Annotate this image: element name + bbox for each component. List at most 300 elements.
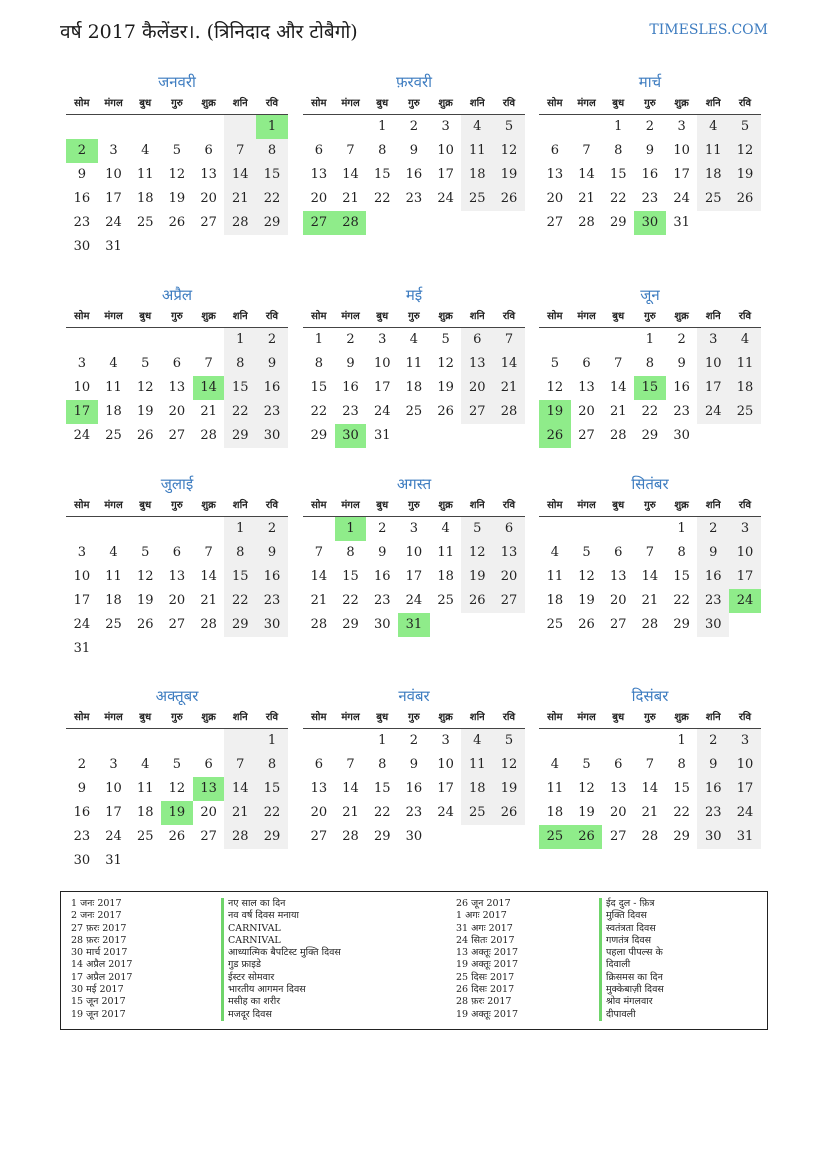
weekday-header — [66, 307, 288, 328]
day-cell: 23 — [697, 801, 729, 825]
month-calendar — [303, 472, 525, 637]
empty-day-cell — [303, 115, 335, 139]
weekday-label: शनि — [469, 98, 485, 109]
day-grid — [66, 328, 288, 448]
day-cell: 9 — [346, 356, 355, 371]
month-name: मार्च — [638, 73, 662, 91]
month-calendar — [66, 684, 288, 873]
day-cell: 14 — [342, 167, 359, 182]
day-cell: 25 — [437, 593, 454, 608]
day-cell: 5 — [141, 356, 150, 371]
day-cell: 2 — [256, 517, 288, 541]
day-cell: 3 — [697, 328, 729, 352]
month-name: दिसंबर — [631, 687, 669, 705]
day-cell: 17 — [697, 376, 729, 400]
day-cell: 18 — [136, 191, 154, 206]
day-cell: 23 — [641, 191, 659, 206]
day-cell: 1 — [224, 517, 256, 541]
day-cell: 26 — [136, 428, 154, 443]
day-grid — [66, 517, 288, 661]
day-cell: 12 — [493, 139, 525, 163]
month-calendar — [539, 472, 761, 637]
day-cell: 14 — [224, 163, 256, 187]
day-cell: 12 — [136, 569, 154, 584]
weekday-label: गुरु — [171, 712, 183, 723]
weekday-label: मंगल — [341, 98, 360, 109]
weekday-label: गुरु — [644, 500, 656, 511]
weekday-header — [303, 94, 525, 115]
day-cell: 28 — [342, 829, 359, 844]
day-cell: 25 — [136, 829, 154, 844]
day-cell: 15 — [256, 777, 288, 801]
day-cell: 20 — [310, 191, 328, 206]
day-cell: 23 — [697, 589, 729, 613]
day-cell: 19 — [578, 805, 595, 820]
day-cell: 9 — [697, 753, 729, 777]
holiday-name: मसीह का शरीर — [221, 996, 341, 1008]
empty-day-cell — [129, 328, 161, 352]
page-title: वर्ष 2017 कैलेंडर।. (त्रिनिदाद और टोबैगो) — [60, 21, 358, 43]
day-cell: 17 — [73, 593, 91, 608]
day-cell: 7 — [204, 545, 213, 560]
weekday-label: बुध — [376, 98, 389, 109]
day-cell: 12 — [168, 781, 186, 796]
holiday-date: 17 अप्रैल 2017 — [71, 971, 133, 983]
weekday-label: बुध — [612, 500, 625, 511]
day-cell: 22 — [609, 191, 627, 206]
day-cell: 15 — [373, 167, 391, 182]
day-cell: 28 — [200, 428, 217, 443]
month-name: मई — [405, 286, 423, 304]
weekday-label: रवि — [265, 311, 279, 322]
day-cell: 13 — [310, 167, 328, 182]
day-cell: 29 — [373, 829, 391, 844]
day-cell: 19 — [168, 191, 186, 206]
weekday-label: सोम — [311, 98, 327, 109]
holiday-date: 2 जनः 2017 — [71, 910, 122, 922]
weekday-label: बुध — [139, 500, 152, 511]
weekday-label: सोम — [74, 311, 90, 322]
day-cell: 7 — [204, 356, 213, 371]
weekday-label: शनि — [469, 500, 485, 511]
day-cell: 22 — [256, 187, 288, 211]
day-cell: 15 — [342, 569, 359, 584]
weekday-header — [66, 94, 288, 115]
day-cell: 10 — [73, 569, 91, 584]
weekday-label: सोम — [311, 500, 327, 511]
day-cell: 10 — [73, 380, 91, 395]
day-cell: 5 — [729, 115, 761, 139]
day-cell: 29 — [641, 428, 659, 443]
weekday-label: गुरु — [171, 500, 183, 511]
holiday-date: 14 अप्रैल 2017 — [71, 959, 133, 971]
day-cell: 29 — [256, 211, 288, 235]
holiday-date: 26 जून 2017 — [456, 898, 511, 909]
empty-day-cell — [224, 115, 256, 139]
day-cell: 22 — [256, 801, 288, 825]
weekday-label: शुक्र — [201, 311, 216, 322]
weekday-label: शनि — [705, 98, 721, 109]
day-cell: 17 — [729, 565, 761, 589]
day-cell: 20 — [168, 404, 186, 419]
weekday-label: बुध — [612, 311, 625, 322]
day-cell: 11 — [729, 352, 761, 376]
day-cell: 11 — [697, 139, 729, 163]
day-cell: 9 — [77, 781, 86, 796]
day-cell: 24 — [673, 191, 690, 206]
holiday-name: नए साल का दिन — [221, 898, 341, 910]
day-cell: 16 — [673, 380, 690, 395]
day-cell: 21 — [493, 376, 525, 400]
day-cell: 11 — [461, 753, 493, 777]
day-cell: 28 — [578, 215, 595, 230]
day-cell: 3 — [729, 729, 761, 753]
day-cell: 31 — [398, 613, 430, 637]
day-cell: 13 — [461, 352, 493, 376]
day-cell: 14 — [578, 167, 595, 182]
day-cell: 8 — [378, 143, 387, 158]
day-cell: 24 — [105, 215, 122, 230]
month-name: जनवरी — [158, 73, 196, 91]
holiday-name: दीपावली — [599, 1009, 664, 1021]
day-cell: 31 — [373, 428, 391, 443]
weekday-header — [539, 94, 761, 115]
weekday-label: रवि — [502, 311, 516, 322]
day-cell: 19 — [136, 404, 154, 419]
weekday-header — [303, 708, 525, 729]
holiday-names-right — [599, 898, 664, 1021]
holiday-name: श्रोव मंगलवार — [599, 996, 664, 1008]
weekday-label: शुक्र — [438, 500, 453, 511]
weekday-label: मंगल — [341, 500, 360, 511]
day-cell: 19 — [578, 593, 595, 608]
day-cell: 10 — [437, 143, 454, 158]
weekday-label: शनि — [705, 712, 721, 723]
empty-day-cell — [602, 729, 634, 753]
month-name: जून — [640, 286, 660, 304]
day-cell: 5 — [461, 517, 493, 541]
weekday-label: बुध — [139, 311, 152, 322]
empty-day-cell — [571, 517, 603, 541]
empty-day-cell — [98, 115, 130, 139]
day-cell: 20 — [461, 376, 493, 400]
day-cell: 23 — [405, 191, 423, 206]
weekday-label: मंगल — [577, 712, 596, 723]
day-cell: 30 — [73, 853, 91, 868]
weekday-label: शनि — [705, 500, 721, 511]
day-cell: 4 — [109, 545, 118, 560]
day-cell: 13 — [168, 569, 186, 584]
site-link[interactable]: TIMESLES.COM — [649, 22, 768, 38]
day-cell: 26 — [578, 617, 595, 632]
day-cell: 28 — [641, 829, 659, 844]
day-cell: 6 — [172, 356, 182, 371]
weekday-header — [539, 496, 761, 517]
day-cell: 5 — [172, 757, 182, 772]
day-cell: 17 — [105, 191, 122, 206]
day-cell: 4 — [461, 115, 493, 139]
day-cell: 16 — [73, 805, 91, 820]
day-cell: 27 — [200, 829, 217, 844]
day-cell: 29 — [224, 424, 256, 448]
day-cell: 1 — [256, 115, 288, 139]
day-cell: 5 — [141, 545, 150, 560]
day-cell: 21 — [310, 593, 328, 608]
weekday-label: रवि — [265, 500, 279, 511]
day-cell: 19 — [493, 163, 525, 187]
day-cell: 19 — [161, 801, 193, 825]
day-cell: 27 — [168, 617, 186, 632]
day-cell: 25 — [105, 617, 122, 632]
day-cell: 27 — [168, 428, 186, 443]
day-cell: 28 — [641, 617, 659, 632]
day-cell: 18 — [461, 163, 493, 187]
weekday-label: रवि — [265, 98, 279, 109]
holiday-dates-right — [456, 898, 518, 1021]
day-cell: 3 — [77, 356, 86, 371]
day-cell: 26 — [493, 801, 525, 825]
day-cell: 1 — [677, 521, 686, 536]
weekday-label: रवि — [738, 98, 752, 109]
day-cell: 26 — [729, 187, 761, 211]
day-cell: 14 — [493, 352, 525, 376]
day-cell: 27 — [493, 589, 525, 613]
day-cell: 8 — [677, 545, 686, 560]
day-cell: 18 — [105, 593, 122, 608]
day-cell: 24 — [373, 404, 391, 419]
day-cell: 15 — [673, 569, 690, 584]
empty-day-cell — [98, 328, 130, 352]
day-cell: 2 — [66, 139, 98, 163]
day-cell: 10 — [373, 356, 391, 371]
day-cell: 30 — [405, 829, 423, 844]
day-cell: 23 — [256, 589, 288, 613]
day-cell: 14 — [310, 569, 328, 584]
day-cell: 12 — [546, 380, 564, 395]
day-cell: 2 — [697, 729, 729, 753]
day-cell: 25 — [461, 801, 493, 825]
day-cell: 18 — [729, 376, 761, 400]
month-name: अगस्त — [396, 475, 432, 493]
day-cell: 3 — [77, 545, 86, 560]
month-name: फ़रवरी — [395, 73, 433, 91]
day-cell: 3 — [409, 521, 419, 536]
day-cell: 9 — [378, 545, 387, 560]
weekday-label: सोम — [311, 311, 327, 322]
day-cell: 3 — [109, 143, 118, 158]
month-calendar — [539, 283, 761, 448]
day-cell: 6 — [314, 757, 323, 772]
day-cell: 11 — [461, 139, 493, 163]
day-cell: 25 — [461, 187, 493, 211]
empty-day-cell — [539, 729, 571, 753]
holiday-date: 24 सितः 2017 — [456, 934, 515, 946]
weekday-label: मंगल — [577, 311, 596, 322]
day-cell: 21 — [641, 593, 659, 608]
day-cell: 28 — [224, 211, 256, 235]
day-cell: 22 — [673, 593, 690, 608]
day-cell: 21 — [342, 191, 359, 206]
holiday-name: मुक्ति दिवस — [599, 910, 664, 922]
weekday-label: सोम — [547, 712, 563, 723]
empty-day-cell — [66, 115, 98, 139]
day-cell: 21 — [224, 187, 256, 211]
weekday-label: शनि — [232, 712, 248, 723]
day-cell: 30 — [73, 239, 91, 254]
holiday-name: पहला पीपल्स के — [599, 947, 664, 959]
weekday-label: सोम — [547, 311, 563, 322]
day-cell: 27 — [303, 211, 335, 235]
day-cell: 10 — [437, 757, 454, 772]
holiday-date: 15 जून 2017 — [71, 996, 126, 1008]
day-cell: 27 — [578, 428, 595, 443]
day-cell: 21 — [224, 801, 256, 825]
month-calendar — [303, 283, 525, 448]
weekday-label: शुक्र — [674, 712, 689, 723]
day-cell: 4 — [141, 757, 150, 772]
month-calendar — [303, 70, 525, 235]
holiday-name: ईद दुल - फ़ित्र — [599, 898, 664, 910]
day-cell: 26 — [493, 187, 525, 211]
day-cell: 30 — [335, 424, 367, 448]
day-cell: 7 — [314, 545, 323, 560]
weekday-label: गुरु — [408, 712, 420, 723]
weekday-label: सोम — [547, 98, 563, 109]
day-cell: 21 — [200, 404, 217, 419]
day-cell: 3 — [677, 119, 686, 134]
day-cell: 12 — [168, 167, 186, 182]
weekday-label: मंगल — [341, 712, 360, 723]
day-cell: 8 — [314, 356, 323, 371]
day-cell: 16 — [641, 167, 659, 182]
empty-day-cell — [539, 517, 571, 541]
day-cell: 9 — [677, 356, 686, 371]
empty-day-cell — [303, 729, 335, 753]
day-cell: 15 — [256, 163, 288, 187]
day-cell: 18 — [546, 805, 564, 820]
day-cell: 17 — [437, 781, 454, 796]
day-cell: 3 — [109, 757, 118, 772]
month-calendar — [303, 684, 525, 849]
day-cell: 2 — [378, 521, 387, 536]
day-cell: 2 — [77, 757, 86, 772]
holiday-name: CARNIVAL — [221, 935, 341, 947]
day-cell: 26 — [461, 589, 493, 613]
day-cell: 19 — [493, 777, 525, 801]
empty-day-cell — [303, 517, 335, 541]
day-cell: 15 — [673, 781, 690, 796]
day-grid — [303, 729, 525, 849]
day-cell: 23 — [342, 404, 359, 419]
day-cell: 25 — [697, 187, 729, 211]
day-cell: 19 — [437, 380, 454, 395]
weekday-label: शुक्र — [201, 712, 216, 723]
weekday-label: शुक्र — [201, 98, 216, 109]
empty-day-cell — [224, 729, 256, 753]
day-cell: 10 — [673, 143, 690, 158]
day-cell: 1 — [256, 729, 288, 753]
month-name: अक्तूबर — [155, 687, 199, 705]
weekday-label: गुरु — [171, 98, 183, 109]
weekday-header — [66, 708, 288, 729]
day-cell: 13 — [578, 380, 595, 395]
weekday-label: सोम — [74, 98, 90, 109]
empty-day-cell — [161, 517, 193, 541]
day-cell: 22 — [641, 404, 659, 419]
weekday-label: शनि — [232, 311, 248, 322]
day-cell: 14 — [200, 569, 217, 584]
day-cell: 6 — [582, 356, 591, 371]
day-cell: 19 — [729, 163, 761, 187]
day-cell: 31 — [729, 825, 761, 849]
holiday-date: 1 अगः 2017 — [456, 910, 507, 922]
holiday-date: 28 फ़रः 2017 — [71, 934, 127, 946]
day-cell: 8 — [677, 757, 686, 772]
month-name: अप्रैल — [161, 286, 193, 304]
day-grid — [539, 729, 761, 849]
holiday-date: 28 फ़रः 2017 — [456, 996, 512, 1008]
day-cell: 17 — [437, 167, 454, 182]
day-cell: 4 — [409, 332, 419, 347]
weekday-label: मंगल — [104, 98, 123, 109]
day-cell: 1 — [335, 517, 367, 541]
empty-day-cell — [539, 328, 571, 352]
empty-day-cell — [129, 115, 161, 139]
day-cell: 5 — [172, 143, 182, 158]
day-cell: 21 — [200, 593, 217, 608]
empty-day-cell — [335, 115, 367, 139]
day-cell: 5 — [582, 545, 591, 560]
day-cell: 16 — [342, 380, 359, 395]
day-cell: 30 — [697, 613, 729, 637]
holiday-name: स्वतंत्रता दिवस — [599, 923, 664, 935]
day-cell: 29 — [310, 428, 328, 443]
day-cell: 11 — [546, 569, 564, 584]
weekday-label: मंगल — [341, 311, 360, 322]
holiday-date: 1 जनः 2017 — [71, 898, 122, 909]
day-cell: 18 — [697, 163, 729, 187]
weekday-label: रवि — [738, 311, 752, 322]
weekday-label: बुध — [139, 98, 152, 109]
day-cell: 10 — [405, 545, 423, 560]
day-grid — [539, 328, 761, 448]
day-cell: 17 — [105, 805, 122, 820]
empty-day-cell — [129, 729, 161, 753]
holiday-date: 30 मार्च 2017 — [71, 947, 128, 959]
empty-day-cell — [129, 517, 161, 541]
day-cell: 5 — [582, 757, 591, 772]
month-calendar — [66, 70, 288, 259]
day-cell: 15 — [609, 167, 627, 182]
holiday-date: 31 अगः 2017 — [456, 922, 513, 934]
weekday-label: शनि — [469, 712, 485, 723]
day-cell: 23 — [673, 404, 690, 419]
day-cell: 9 — [409, 757, 419, 772]
empty-day-cell — [66, 517, 98, 541]
day-cell: 5 — [493, 115, 525, 139]
day-cell: 30 — [373, 617, 391, 632]
day-cell: 20 — [200, 805, 217, 820]
day-cell: 30 — [256, 613, 288, 637]
day-cell: 31 — [73, 641, 91, 656]
day-cell: 29 — [224, 613, 256, 637]
day-cell: 11 — [546, 781, 564, 796]
day-cell: 30 — [673, 428, 690, 443]
day-cell: 18 — [437, 569, 454, 584]
weekday-label: शनि — [232, 500, 248, 511]
day-cell: 9 — [256, 352, 288, 376]
day-cell: 2 — [645, 119, 655, 134]
